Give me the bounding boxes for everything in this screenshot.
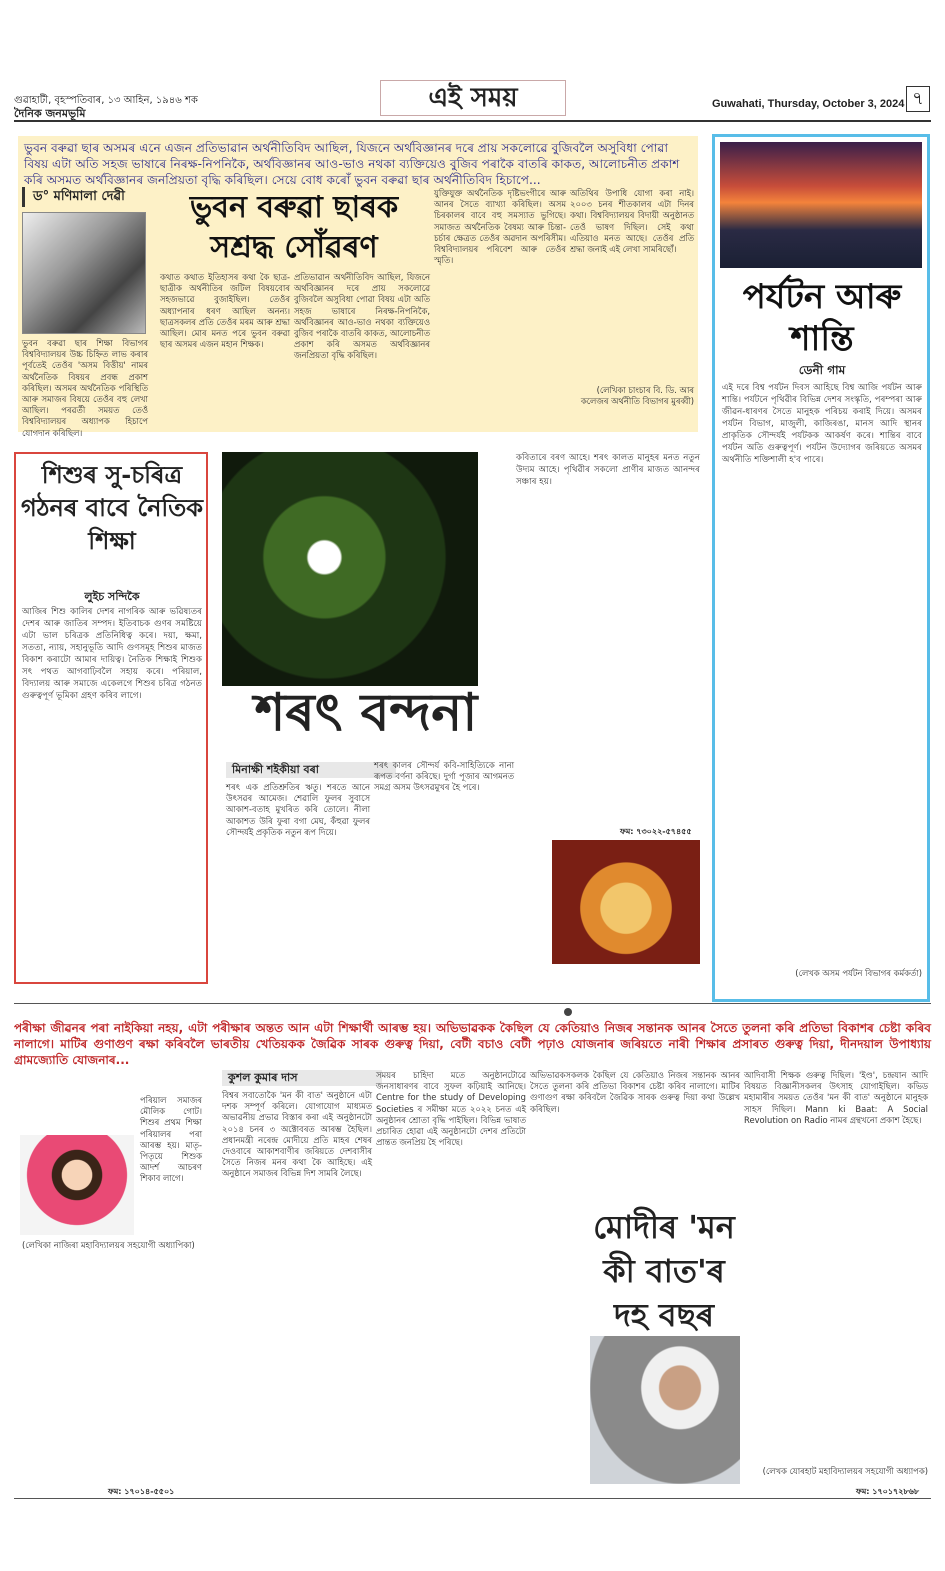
lead-column-1: ভুবন বৰুৱা ছাৰ শিক্ষা বিভাগৰ বিশ্ববিদ্যালয়ৰ উচ্চ চিহ্নিত লাভ কৰাৰ পূৰ্বতেই তেওঁৰ 'অসম বিত্তীয়' নামৰ অৰ্থনৈতিক বিষয়ৰ প্ৰবন্ধ প্ৰকাশ কৰিছিল। অসমৰ অৰ্থনৈতিক পৰিস্থিতি আৰু সমাজৰ বিষয়ে তেওঁৰ বহু লেখা আছিল। পৰৱৰ্তী সময়ত তেওঁ বিশ্ববিদ্যালয়ৰ অধ্যাপক হিচাপে যোগদান কৰিছিল।	[22, 338, 148, 438]
masthead-left	[14, 94, 198, 120]
tourism-footer-note: (লেখক অসম পৰ্যটন বিভাগৰ কৰ্মকৰ্তা)	[795, 968, 922, 978]
mann-ki-baat-byline: কুশল কুমাৰ দাস	[222, 1070, 382, 1086]
paper-name: দৈনিক জনমভূমি	[14, 107, 86, 120]
lead-column-2: কথাত কথাত ইতিহাসৰ কথা কৈ ছাত্ৰ-ছাত্ৰীক অৰ্থনীতিৰ জটিল বিষয়বোৰ সহজভাৱে বুজাইছিল। তেওঁৰ অধ্যাপনাৰ ধৰণ আছিল অনন্য। ছাত্ৰসকলৰ প্ৰতি তেওঁৰ মৰম আৰু শ্ৰদ্ধা আছিল। মোৰ মনত পৰে ভুবন বৰুৱা ছাৰ অসমৰ এজন মহান শিক্ষক।	[160, 272, 290, 350]
durga-painting	[552, 840, 700, 964]
mann-ki-baat-body: বিশ্বৰ সবাতোকৈ 'মন কী বাত' অনুষ্ঠানে এটা দশক সম্পূৰ্ণ কৰিলে। যোগাযোগ মাধ্যমত অভাৱনীয় প্ৰভাৱ বিস্তাৰ কৰা এই অনুষ্ঠানটো ২০১৪ চনৰ ৩ অক্টোবৰত আৰম্ভ হৈছিল। প্ৰধানমন্ত্ৰী নৰেন্দ্ৰ মোদীয়ে প্ৰতি মাহৰ শেষৰ দেওবাৰে আকাশবাণীৰ জৰিয়তে দেশবাসীৰ সৈতে নিজৰ মনৰ কথা কৈ আহিছে। এই অনুষ্ঠানে সমাজৰ বিভিন্ন দিশ সামৰি লৈছে।	[222, 1090, 372, 1179]
bottom-rule	[14, 1498, 931, 1499]
mann-ki-baat-footer-note: (লেখক যোৰহাট মহাবিদ্যালয়ৰ সহযোগী অধ্যাপক)	[762, 1466, 928, 1476]
english-dateline: Guwahati, Thursday, October 3, 2024	[712, 98, 905, 110]
mann-ki-baat-headline: মোদীৰ 'মন কী বাত'ৰ দহ বছৰ	[593, 1208, 735, 1334]
pull-quote-strip: পৰীক্ষা জীৱনৰ পৰা নাইকিয়া নহয়, এটা পৰীক্ষাৰ অন্তত আন এটা শিক্ষাৰ্থী আৰম্ভ হয়। অভিভাৱকক কৈছিল যে কেতিয়াও নিজৰ সন্তানক আনৰ সৈতে তুলনা কৰি প্ৰতিভা বিকাশৰ চেষ্টা কৰিব নালাগে। মাটিৰ গুণাগুণ ৰক্ষা কৰিবলৈ ভাৰতীয় খেতিয়কক জৈৱিক সাৰক গুৰুত্ব দিয়া, বেটী বচাও বেটী পঢ়াও যোজনাৰ জৰিয়তে নাৰী শিক্ষাৰ প্ৰসাৰত গুৰুত্ব দিয়া, দীনদয়াল উপাধ্যায় গ্ৰামজ্যোতি যোজনাৰ...	[14, 1021, 931, 1067]
mann-ki-baat-body-4: আদিবাসী শিক্ষক গুৰুত্ব দিছিল। 'ইণ্ড', চন্দ্ৰযান আদি বিষয়ত বিজ্ঞানীসকলৰ উৎসাহ যোগাইছিল। কভিড মহামাৰীৰ সময়ত তেওঁৰ 'মন কী বাত' অনুষ্ঠানে মানুহক সাহস দিছিল। Mann ki Baat: A Social Revolution on Radio নামৰ গ্ৰন্থখনো প্ৰকাশ হৈছে।	[744, 1070, 928, 1125]
mann-ki-baat-body-2: সময়ৰ চাহিদা মতে অনুষ্ঠানটোৱে জনসাধাৰণৰ বাবে সুফল কঢ়িয়াই আনিছে। Centre for the study of Developing Societies ৰ সমীক্ষা মতে ২০২২ চনত এই অনুষ্ঠানৰ শ্ৰোতা বৃদ্ধি পাইছিল। বিভিন্ন ভাষাত প্ৰচাৰিত হোৱা এই অনুষ্ঠানটো দেশৰ প্ৰতিটো প্ৰান্তত জনপ্ৰিয় হৈ পৰিছে।	[376, 1070, 526, 1148]
moral-education-ad-no: ফম: ১৭০১৪-৫৫০১	[108, 1487, 175, 1496]
child-reading-photo	[20, 1135, 134, 1235]
masthead-rule	[14, 120, 931, 122]
sarat-headline: শৰৎ বন্দনা	[254, 682, 478, 743]
divider-dot	[564, 1008, 572, 1016]
tourism-headline: পৰ্যটন আৰু শান্তি	[742, 277, 902, 359]
sarat-body-3: কবিতাৰে বৰণ আহে। শৰৎ কালত মানুহৰ মনত নতুন উদ্যম আহে। পৃথিৱীৰ সকলো প্ৰাণীৰ মাজত আনন্দৰ সঞ্চাৰ হয়।	[516, 453, 700, 487]
section-title: এই সময়	[380, 80, 566, 116]
moral-education-headline: শিশুৰ সু-চৰিত্ৰ গঠনৰ বাবে নৈতিক শিক্ষা	[20, 460, 204, 555]
sarat-byline: মিনাক্ষী শইকীয়া বৰা	[226, 762, 396, 778]
lead-byline: ড° মণিমালা দেৱী	[22, 187, 148, 207]
shewali-flower-photo	[222, 452, 478, 686]
mid-rule	[14, 1003, 931, 1004]
page-number: ৭	[906, 86, 930, 112]
sarat-body: শৰৎ এক প্ৰতিশ্ৰুতিৰ ঋতু। শৰতে আনে উৎসৱৰ আমেজ। শেৱালি ফুলৰ সুবাসে আকাশ-বতাহ মুখৰিত কৰি তোলে। নীলা আকাশত উৰি ফুৰা বগা মেঘ, কঁহুৱা ফুলৰ সৌন্দৰ্যই প্ৰকৃতিক নতুন ৰূপ দিয়ে।	[226, 782, 370, 837]
lead-footer-note: (লেখিকা চাংচাৰ বি. ডি. আৰ কলেজৰ অৰ্থনীতি বিভাগৰ মুৰব্বী)	[580, 385, 694, 407]
tourism-byline: ডেনী গাম	[798, 363, 846, 377]
lead-intro: ভুবন বৰুৱা ছাৰ অসমৰ এনে এজন প্ৰতিভাৱান অৰ্থনীতিবিদ আছিল, যিজনে অৰ্থবিজ্ঞানৰ দৰে প্ৰায় সকলোৱে বুজিবলৈ অসুবিধা পোৱা বিষয় এটা অতি সহজ ভাষাৰে নিৰক্ষ-নিপনিকৈ, অৰ্থবিজ্ঞানৰ আও-ভাও নথকা ব্যক্তিয়েও বুজিব পৰাকৈ বাতৰি কাকত, আলোচনীত প্ৰকাশ কৰি অসমত অৰ্থবিজ্ঞানৰ জনপ্ৰিয়তা বৃদ্ধি কৰিছিল। সেয়ে বোধ কৰোঁ ভুবন বৰুৱা ছাৰ অৰ্থনীতিবিদ হিচাপে...	[24, 141, 680, 187]
mann-ki-baat-ad-no: ফম: ১৭০১৭২৮৬৮	[856, 1487, 920, 1496]
lead-column-5: অতিথিৰ উপাধি যোগা কৰা নাই। ২০০৩ চনৰ শীতকালৰ এটা দিনৰ কথা। বিশ্ববিদ্যালয়ৰ বিদায়ী অনুষ্ঠানত তেওঁ ভাষণ দিছিল। সেই কথা এতিয়াও মনত আছে। তেওঁৰ প্ৰতি শ্ৰদ্ধা জনাই এই লেখা সামৰিছোঁ।	[570, 188, 694, 255]
sarat-ad-no: ফম: ৭৩০২২-৫৭৪৫৫	[620, 827, 692, 836]
modi-photo	[590, 1336, 740, 1484]
moral-education-byline: লুইচ সন্দিকৈ	[84, 590, 140, 603]
dateline: গুৱাহাটী, বৃহস্পতিবাৰ, ১৩ আহিন, ১৯৪৬ শক	[14, 95, 198, 106]
sunset-photo	[720, 142, 922, 268]
lead-column-3: প্ৰতিভাৱান অৰ্থনীতিবিদ আছিল, যিজনে অৰ্থবিজ্ঞানৰ দৰে প্ৰায় সকলোৱে বুজিবলৈ অসুবিধা পোৱা বিষয় এটা অতি সহজ ভাষাৰে নিৰক্ষ-নিপনিকৈ, অৰ্থবিজ্ঞানৰ আও-ভাও নথকা ব্যক্তিয়েও বুজিব পৰাকৈ বাতৰি কাকত, আলোচনীত প্ৰকাশ কৰি অসমত অৰ্থবিজ্ঞানৰ জনপ্ৰিয়তা বৃদ্ধি কৰিছিল।	[294, 272, 430, 361]
sarat-body-2: শৰৎ কালৰ সৌন্দৰ্য কবি-সাহিত্যিকে নানা ৰূপত বৰ্ণনা কৰিছে। দুৰ্গা পূজাৰ আগমনত সমগ্ৰ অসম উৎসৱমুখৰ হৈ পৰে।	[374, 760, 514, 793]
mann-ki-baat-body-3: অভিভাৱকসকলক কৈছিল যে কেতিয়াও নিজৰ সন্তানক আনৰ সৈতে তুলনা কৰি প্ৰতিভা বিকাশৰ চেষ্টা কৰিব নালাগে। মাটিৰ গুণাগুণ ৰক্ষা কৰিবলৈ জৈৱিক সাৰক গুৰুত্ব দিয়া কথা উল্লেখ কৰিছিল।	[530, 1070, 740, 1114]
author-portrait	[22, 212, 146, 334]
moral-education-body: আজিৰ শিশু কালিৰ দেশৰ নাগৰিক আৰু ভৱিষ্যতৰ দেশৰ আৰু জাতিৰ সম্পদ। ইতিবাচক গুণৰ সমষ্টিয়ে এটা ভাল চৰিত্ৰক প্ৰতিনিধিত্ব কৰে। দয়া, ক্ষমা, সততা, ন্যায়, সহানুভূতি আদি গুণসমূহ শিশুৰ মাজত বিকাশ কৰাটো আমাৰ দায়িত্ব। নৈতিক শিক্ষাই শিশুক সৎ পথত আগবাঢ়িবলৈ সহায় কৰে। পৰিয়াল, বিদ্যালয় আৰু সমাজে একেলগে শিশুৰ চৰিত্ৰ গঠনত গুৰুত্বপূৰ্ণ ভূমিকা গ্ৰহণ কৰিব লাগে।	[22, 607, 202, 701]
moral-education-body-2: পৰিয়াল সমাজৰ মৌলিক গোট। শিশুৰ প্ৰথম শিক্ষা পৰিয়ালৰ পৰা আৰম্ভ হয়। মাতৃ-পিতৃয়ে শিশুক আদৰ্শ আচৰণ শিকাব লাগে।	[140, 1095, 202, 1184]
lead-column-4: যুক্তিযুক্ত অৰ্থনৈতিক দৃষ্টিভংগীৰে আৰু আনৰ সৈতে ব্যাখ্যা কৰিছিল। অসম চিৰকালৰ বাবে বহু সমস্যাত ভুগিছে। সমাজত অৰ্থনৈতিক বৈষম্য আৰু চিন্তা-চৰ্চাৰ ক্ষেত্ৰত তেওঁৰ অৱদান অপৰিসীম। বিশ্ববিদ্যালয়ৰ পৰিবেশ আৰু তেওঁৰ স্মৃতি।	[434, 188, 566, 266]
tourism-body: এই দৰে বিশ্ব পৰ্যটন দিবস আহিছে বিশ্ব আজি পৰ্যটন আৰু শান্তি। পৰ্যটনে পৃথিৱীৰ বিভিন্ন দেশৰ সংস্কৃতি, পৰম্পৰা আৰু জীৱন-ধাৰণৰ সৈতে মানুহক পৰিচয় কৰাই দিয়ে। অসমৰ পৰ্যটন বিভাগ, মাজুলী, কাজিৰঙা, মানস আদি স্থানৰ প্ৰাকৃতিক সৌন্দৰ্যই পৰ্যটকক আকৰ্ষণ কৰে। শান্তিৰ বাবে পৰ্যটন অতি গুৰুত্বপূৰ্ণ। পৰ্যটন উদ্যোগৰ জৰিয়তে অসমৰ অৰ্থনীতি শক্তিশালী হ'ব পাৰে।	[722, 383, 922, 465]
lead-headline: ভুবন বৰুৱা ছাৰক সশ্ৰদ্ধ সোঁৱৰণ	[189, 190, 399, 265]
moral-education-footer-note: (লেখিকা নাজিৰা মহাবিদ্যালয়ৰ সহযোগী অধ্যাপিকা)	[22, 1240, 195, 1250]
